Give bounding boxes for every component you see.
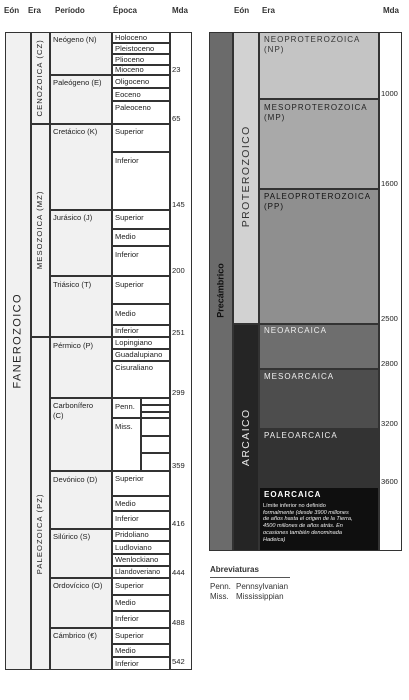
mda-3200: 3200 xyxy=(381,419,398,428)
era-eoarcaica-label: EOARCAICA xyxy=(264,490,322,499)
epoch-pleistoceno-label: Pleistoceno xyxy=(115,44,155,53)
eoarcaica-note-line: 4500 millones de años atrás. En xyxy=(263,523,343,530)
epoch-penn-label: Penn. xyxy=(115,402,135,411)
epoch-ordovicico-inferior-label: Inferior xyxy=(115,614,139,623)
header-era-left: Era xyxy=(28,6,41,15)
header-epoca: Época xyxy=(113,6,138,15)
mda-416: 416 xyxy=(172,519,185,528)
carbonifero-stage-cell xyxy=(141,436,170,453)
mda-488: 488 xyxy=(172,618,185,627)
epoch-oligoceno-label: Oligoceno xyxy=(115,77,150,86)
mda-2800: 2800 xyxy=(381,359,398,368)
mda-65: 65 xyxy=(172,114,181,123)
header-eon-left: Eón xyxy=(4,6,20,15)
mda-542: 542 xyxy=(172,657,185,666)
period-carbonifero-label: Carbonífero xyxy=(53,401,94,410)
epoch-ordovicico-superior-label: Superior xyxy=(115,581,144,590)
era-neoproterozoica-label: NEOPROTEROZOICA xyxy=(264,35,361,44)
era-paleoarcaica-label: PALEOARCAICA xyxy=(264,431,338,440)
eon-proterozoico-label: PROTEROZOICO xyxy=(239,125,252,228)
carbonifero-stage-cell xyxy=(141,398,170,405)
epoch-mioceno-label: Mioceno xyxy=(115,65,144,74)
epoch-cambrico-medio-label: Medio xyxy=(115,646,136,655)
epoch-cretacico-superior-label: Superior xyxy=(115,127,144,136)
era-mesoproterozoica-label: MESOPROTEROZOICA xyxy=(264,103,368,112)
carbonifero-stage-cell xyxy=(141,453,170,471)
abbrev-miss-full: Mississippian xyxy=(236,592,284,601)
header-mda-right: Mda xyxy=(383,6,399,15)
mda-23: 23 xyxy=(172,65,181,74)
period-ordovicico-label: Ordovícico (O) xyxy=(53,581,103,590)
epoch-cretacico-inferior-label: Inferior xyxy=(115,156,139,165)
era-cenozoica-label: CENOZOICA (CZ) xyxy=(35,39,45,117)
epoch-llandoveriano-label: Llandoveriano xyxy=(115,567,161,576)
epoch-jurasico-medio-label: Medio xyxy=(115,232,136,241)
abbrev-miss: Miss. xyxy=(210,592,229,601)
era-mesozoica-label: MESOZOICA (MZ) xyxy=(35,190,45,270)
eon-arcaico-label: ARCAICO xyxy=(239,408,252,467)
mda-444: 444 xyxy=(172,568,185,577)
mda-2500: 2500 xyxy=(381,314,398,323)
era-mp-abbr: (MP) xyxy=(264,113,286,122)
header-periodo: Período xyxy=(55,6,85,15)
epoch-eoceno-label: Eoceno xyxy=(115,90,141,99)
eoarcaica-note-line: de años hasta el origen de la Tierra, xyxy=(263,516,353,523)
period-carbonifero-abbr: (C) xyxy=(53,411,64,420)
eoarcaica-note-line: ocasiones también denominada xyxy=(263,529,342,536)
header-mda-left: Mda xyxy=(172,6,188,15)
era-paleoproterozoica-label: PALEOPROTEROZOICA xyxy=(264,192,372,201)
period-triasico-label: Triásico (T) xyxy=(53,280,92,289)
epoch-ludloviano-label: Ludloviano xyxy=(115,543,152,552)
period-devonico-label: Devónico (D) xyxy=(53,475,98,484)
era-neoarcaica-label: NEOARCAICA xyxy=(264,326,327,335)
epoch-devonico-superior-label: Superior xyxy=(115,474,144,483)
period-neogeno-label: Neógeno (N) xyxy=(53,35,97,44)
carbonifero-stage-cell xyxy=(141,418,170,436)
eoarcaica-note-line: Hadeica) xyxy=(263,536,286,543)
era-mesoarcaica-label: MESOARCAICA xyxy=(264,372,335,381)
eoarcaica-note-line: Límite inferior no definido xyxy=(263,503,326,509)
epoch-cambrico-inferior-label: Inferior xyxy=(115,659,139,668)
epoch-cambrico-superior-label: Superior xyxy=(115,631,144,640)
eon-fanerozoico-label: FANEROZOICO xyxy=(11,293,24,389)
epoch-jurasico-superior-label: Superior xyxy=(115,213,144,222)
epoch-wenlockiano-label: Wenlockiano xyxy=(115,555,159,564)
header-era-right: Era xyxy=(262,6,275,15)
epoch-miss-label: Miss. xyxy=(115,422,133,431)
epoch-cisuraliano-label: Cisuraliano xyxy=(115,363,153,372)
mda-1600: 1600 xyxy=(381,179,398,188)
mda-251: 251 xyxy=(172,328,185,337)
epoch-ordovicico-medio-label: Medio xyxy=(115,598,136,607)
abbrev-title: Abreviaturas xyxy=(210,565,259,574)
epoch-devonico-inferior-label: Inferior xyxy=(115,514,139,523)
epoch-guadalupiano-label: Guadalupiano xyxy=(115,350,163,359)
abbrev-penn: Penn. xyxy=(210,582,231,591)
period-silurico-label: Silúrico (S) xyxy=(53,532,91,541)
mda-3600: 3600 xyxy=(381,477,398,486)
abbrev-penn-full: Pennsylvanian xyxy=(236,582,289,591)
epoch-triasico-inferior-label: Inferior xyxy=(115,326,139,335)
era-np-abbr: (NP) xyxy=(264,45,285,54)
epoch-plioceno-label: Plioceno xyxy=(115,55,145,64)
epoch-jurasico-inferior-label: Inferior xyxy=(115,250,139,259)
epoch-pridoliano-label: Pridoliano xyxy=(115,530,149,539)
period-cretacico-label: Cretácico (K) xyxy=(53,127,98,136)
header-eon-right: Eón xyxy=(234,6,250,15)
mda-200: 200 xyxy=(172,266,185,275)
epoch-triasico-medio-label: Medio xyxy=(115,309,136,318)
period-jurasico-label: Jurásico (J) xyxy=(53,213,93,222)
period-cretacico-cell xyxy=(50,124,112,210)
epoch-holoceno-label: Holoceno xyxy=(115,33,148,42)
epoch-paleoceno-label: Paleoceno xyxy=(115,103,151,112)
eoarcaica-note-line: formalmente (desde 3900 millones xyxy=(263,509,349,516)
period-paleogeno-label: Paleógeno (E) xyxy=(53,78,102,87)
era-pp-abbr: (PP) xyxy=(264,202,284,211)
mda-1000: 1000 xyxy=(381,89,398,98)
eoarcaica-note xyxy=(263,503,377,543)
epoch-triasico-superior-label: Superior xyxy=(115,280,144,289)
carbonifero-stage-cell xyxy=(141,405,170,412)
period-permico-label: Pérmico (P) xyxy=(53,341,94,350)
period-cambrico-label: Cámbrico (€) xyxy=(53,631,97,640)
mda-299: 299 xyxy=(172,388,185,397)
epoch-lopingiano-label: Lopingiano xyxy=(115,338,153,347)
mda-145: 145 xyxy=(172,200,185,209)
precambrico-label: Precámbrico xyxy=(215,263,226,318)
mda-right-column xyxy=(379,32,402,551)
epoch-devonico-medio-label: Medio xyxy=(115,499,136,508)
abbrev-divider xyxy=(210,577,290,578)
era-paleozoica-label: PALEOZOICA (PZ) xyxy=(35,493,45,575)
mda-359: 359 xyxy=(172,461,185,470)
